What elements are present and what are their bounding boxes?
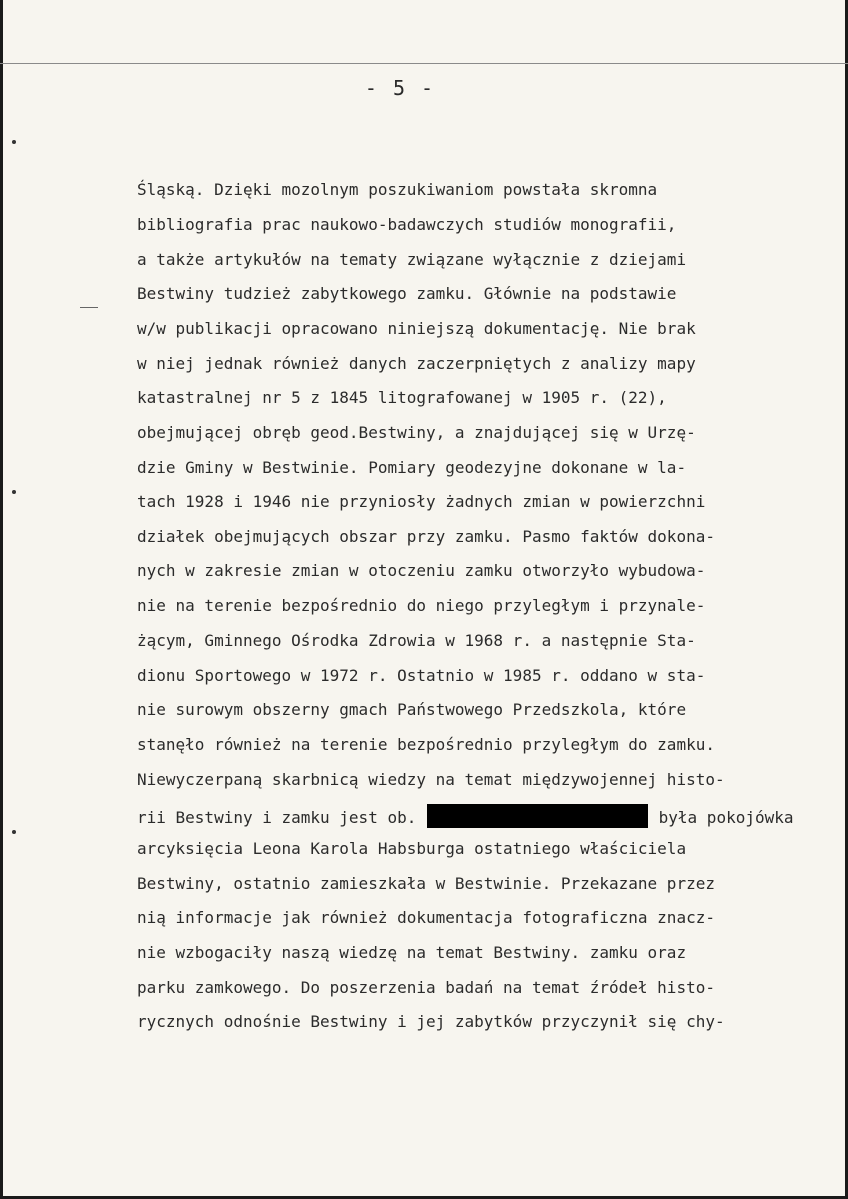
text-line: działek obejmujących obszar przy zamku. Pasmo faktów dokona- bbox=[137, 527, 715, 546]
text-before-redaction: rii Bestwiny i zamku jest ob. bbox=[137, 808, 417, 827]
top-rule-line bbox=[0, 63, 848, 64]
page-edge-left bbox=[0, 0, 3, 1199]
text-line: Śląską. Dzięki mozolnym poszukiwaniom powstała skromna bbox=[137, 180, 658, 199]
text-line: dionu Sportowego w 1972 r. Ostatnio w 1985 r. oddano w sta- bbox=[137, 666, 706, 685]
margin-dash bbox=[80, 307, 98, 308]
text-line: katastralnej nr 5 z 1845 litografowanej w 1905 r. (22), bbox=[137, 388, 667, 407]
text-line: nie wzbogaciły naszą wiedzę na temat Bestwiny. zamku oraz bbox=[137, 943, 687, 962]
margin-dot bbox=[12, 490, 16, 494]
redaction-block bbox=[427, 804, 648, 828]
text-line-redacted bbox=[137, 804, 794, 827]
text-line: dzie Gminy w Bestwinie. Pomiary geodezyjne dokonane w la- bbox=[137, 458, 687, 477]
text-line: w/w publikacji opracowano niniejszą dokumentację. Nie brak bbox=[137, 319, 696, 338]
text-line: nie na terenie bezpośrednio do niego przyległym i przynale- bbox=[137, 596, 706, 615]
margin-dot bbox=[12, 830, 16, 834]
text-line: nie surowym obszerny gmach Państwowego Przedszkola, które bbox=[137, 700, 687, 719]
margin-dot bbox=[12, 140, 16, 144]
text-line: nych w zakresie zmian w otoczeniu zamku otworzyło wybudowa- bbox=[137, 561, 706, 580]
text-line: parku zamkowego. Do poszerzenia badań na temat źródeł histo- bbox=[137, 978, 715, 997]
text-line: a także artykułów na tematy związane wyłącznie z dziejami bbox=[137, 250, 687, 269]
text-line: arcyksięcia Leona Karola Habsburga ostatniego właściciela bbox=[137, 839, 687, 858]
text-line: obejmującej obręb geod.Bestwiny, a znajdującej się w Urzę- bbox=[137, 423, 696, 442]
page-number: - 5 - bbox=[364, 76, 436, 100]
text-line: rycznych odnośnie Bestwiny i jej zabytków przyczynił się chy- bbox=[137, 1012, 725, 1031]
text-line: stanęło również na terenie bezpośrednio przyległym do zamku. bbox=[137, 735, 715, 754]
text-line: żącym, Gminnego Ośrodka Zdrowia w 1968 r. a następnie Sta- bbox=[137, 631, 696, 650]
text-line: w niej jednak również danych zaczerpniętych z analizy mapy bbox=[137, 354, 696, 373]
text-line: Niewyczerpaną skarbnicą wiedzy na temat międzywojennej histo- bbox=[137, 770, 725, 789]
text-after-redaction: była pokojówka bbox=[658, 808, 794, 827]
text-line: Bestwiny tudzież zabytkowego zamku. Głównie na podstawie bbox=[137, 284, 677, 303]
text-line: tach 1928 i 1946 nie przyniosły żadnych zmian w powierzchni bbox=[137, 492, 706, 511]
text-line: nią informacje jak również dokumentacja fotograficzna znacz- bbox=[137, 908, 715, 927]
text-line: Bestwiny, ostatnio zamieszkała w Bestwinie. Przekazane przez bbox=[137, 874, 715, 893]
text-line: bibliografia prac naukowo-badawczych studiów monografii, bbox=[137, 215, 677, 234]
